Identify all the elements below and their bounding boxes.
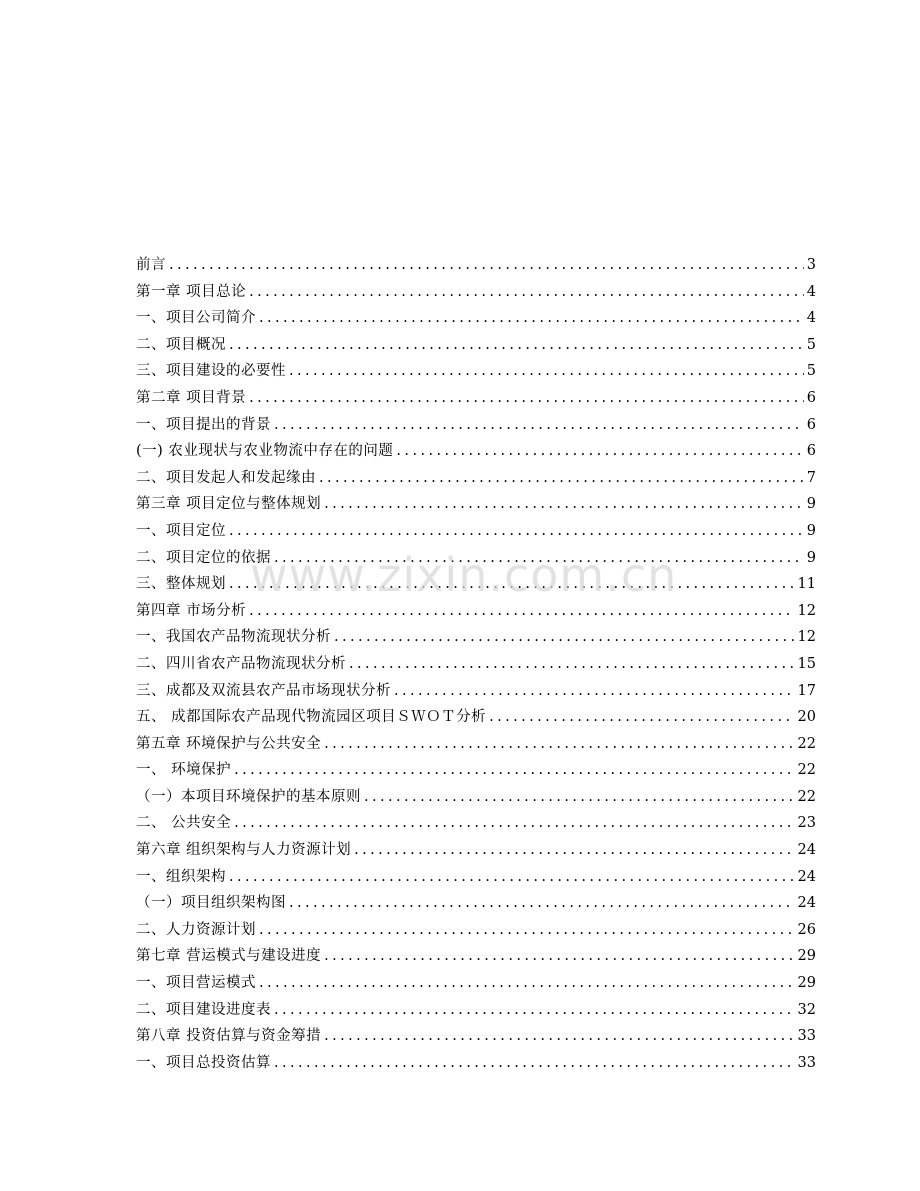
toc-entry-title: 二、项目发起人和发起缘由 — [136, 469, 316, 486]
toc-entry[interactable] — [136, 1050, 816, 1077]
toc-entry[interactable] — [136, 358, 816, 385]
toc-dot-leader — [274, 1000, 795, 1020]
toc-entry-page-number: 23 — [797, 815, 816, 832]
toc-dot-leader — [274, 548, 804, 568]
toc-entry[interactable] — [136, 784, 816, 811]
toc-entry[interactable] — [136, 970, 816, 997]
toc-entry[interactable] — [136, 385, 816, 412]
toc-entry-page-number: 6 — [806, 443, 816, 460]
toc-dot-leader — [274, 415, 804, 435]
toc-entry-page-number: 9 — [806, 549, 816, 566]
toc-dot-leader — [394, 681, 795, 701]
toc-entry-title: 一、项目公司简介 — [136, 310, 256, 327]
toc-dot-leader — [229, 867, 795, 887]
toc-entry[interactable] — [136, 1023, 816, 1050]
toc-entry-page-number: 12 — [797, 629, 816, 646]
toc-entry[interactable] — [136, 810, 816, 837]
toc-dot-leader — [229, 335, 804, 355]
toc-entry[interactable] — [136, 305, 816, 332]
toc-entry-page-number: 9 — [806, 522, 816, 539]
toc-entry-title: 第二章 项目背景 — [136, 389, 247, 406]
toc-entry[interactable] — [136, 890, 816, 917]
toc-entry-title: 一、我国农产品物流现状分析 — [136, 629, 331, 646]
toc-dot-leader — [289, 893, 795, 913]
toc-dot-leader — [489, 707, 794, 727]
toc-entry-title: 一、项目总投资估算 — [136, 1054, 271, 1071]
toc-entry-page-number: 22 — [797, 762, 816, 779]
toc-entry-title: 一、 环境保护 — [136, 762, 232, 779]
toc-entry-page-number: 9 — [806, 496, 816, 513]
toc-entry[interactable] — [136, 491, 816, 518]
toc-entry[interactable] — [136, 279, 816, 306]
toc-entry-page-number: 4 — [806, 310, 816, 327]
toc-entry-page-number: 6 — [806, 416, 816, 433]
toc-entry-title: 第三章 项目定位与整体规划 — [136, 496, 322, 513]
toc-entry-title: 第七章 营运模式与建设进度 — [136, 948, 322, 965]
toc-entry-page-number: 15 — [797, 655, 816, 672]
toc-entry-title: 五、 成都国际农产品现代物流园区项目ＳＷＯＴ分析 — [136, 709, 487, 726]
toc-entry[interactable] — [136, 997, 816, 1024]
toc-dot-leader — [324, 734, 794, 754]
toc-entry-title: 第五章 环境保护与公共安全 — [136, 735, 322, 752]
toc-dot-leader — [169, 255, 804, 275]
toc-dot-leader — [324, 1026, 794, 1046]
toc-dot-leader — [349, 654, 795, 674]
toc-entry-page-number: 7 — [806, 469, 816, 486]
toc-dot-leader — [234, 760, 794, 780]
toc-dot-leader — [249, 601, 794, 621]
toc-dot-leader — [249, 282, 804, 302]
toc-entry-page-number: 24 — [797, 842, 816, 859]
toc-entry-page-number: 26 — [797, 921, 816, 938]
toc-entry-title: 前言 — [136, 257, 166, 273]
toc-dot-leader — [354, 840, 794, 860]
toc-entry-page-number: 4 — [806, 283, 816, 300]
toc-entry-page-number: 33 — [797, 1054, 816, 1071]
toc-dot-leader — [364, 787, 795, 807]
toc-dot-leader — [334, 627, 795, 647]
toc-entry-title: (一) 农业现状与农业物流中存在的问题 — [136, 443, 394, 460]
toc-entry[interactable] — [136, 917, 816, 944]
toc-entry-title: 二、 公共安全 — [136, 815, 232, 832]
toc-entry-title: 一、项目提出的背景 — [136, 416, 271, 433]
toc-dot-leader — [274, 1053, 795, 1073]
toc-entry[interactable] — [136, 651, 816, 678]
toc-entry[interactable] — [136, 731, 816, 758]
toc-entry[interactable] — [136, 757, 816, 784]
toc-dot-leader — [234, 813, 794, 833]
toc-entry[interactable] — [136, 545, 816, 572]
toc-entry-title: 二、项目建设进度表 — [136, 1001, 271, 1018]
toc-entry-title: 一、项目营运模式 — [136, 975, 256, 992]
toc-entry-title: 三、整体规划 — [136, 576, 226, 593]
toc-entry-title: 第四章 市场分析 — [136, 602, 247, 619]
toc-entry[interactable] — [136, 943, 816, 970]
toc-entry-title: 第一章 项目总论 — [136, 283, 247, 300]
toc-dot-leader — [249, 388, 804, 408]
toc-entry[interactable] — [136, 518, 816, 545]
toc-entry-page-number: 17 — [797, 682, 816, 699]
toc-entry-title: 一、项目定位 — [136, 522, 226, 539]
toc-entry-page-number: 29 — [797, 948, 816, 965]
toc-dot-leader — [229, 521, 804, 541]
toc-entry[interactable] — [136, 837, 816, 864]
toc-entry-title: 三、成都及双流县农产品市场现状分析 — [136, 682, 391, 699]
toc-entry-page-number: 29 — [797, 975, 816, 992]
toc-entry[interactable] — [136, 678, 816, 705]
toc-entry-page-number: 22 — [797, 788, 816, 805]
toc-entry-title: 第六章 组织架构与人力资源计划 — [136, 842, 352, 859]
toc-entry-title: 第八章 投资估算与资金筹措 — [136, 1028, 322, 1045]
toc-entry-page-number: 3 — [806, 257, 816, 273]
toc-entry-page-number: 5 — [806, 336, 816, 353]
toc-dot-leader — [259, 308, 804, 328]
toc-dot-leader — [324, 494, 804, 514]
toc-entry-title: （一）本项目环境保护的基本原则 — [136, 788, 361, 805]
toc-entry[interactable] — [136, 624, 816, 651]
toc-entry-title: 三、项目建设的必要性 — [136, 363, 286, 380]
toc-entry-title: 二、项目概况 — [136, 336, 226, 353]
toc-dot-leader — [259, 920, 795, 940]
toc-dot-leader — [289, 361, 804, 381]
toc-dot-leader — [319, 468, 804, 488]
toc-entry-page-number: 12 — [797, 602, 816, 619]
toc-entry[interactable] — [136, 598, 816, 625]
watermark: www.zixin.com.cn — [250, 548, 678, 602]
toc-entry-page-number: 22 — [797, 735, 816, 752]
toc-dot-leader — [324, 946, 794, 966]
toc-entry[interactable] — [136, 571, 816, 598]
toc-entry[interactable] — [136, 465, 816, 492]
toc-entry[interactable] — [136, 252, 816, 279]
toc-entry[interactable] — [136, 332, 816, 359]
toc-entry-title: 一、组织架构 — [136, 868, 226, 885]
toc-entry-page-number: 20 — [797, 709, 816, 726]
toc-entry-page-number: 33 — [797, 1028, 816, 1045]
toc-entry-page-number: 11 — [797, 576, 816, 593]
toc-dot-leader — [259, 973, 795, 993]
toc-entry-page-number: 24 — [797, 895, 816, 912]
toc-entry[interactable] — [136, 704, 816, 731]
toc-entry[interactable] — [136, 412, 816, 439]
table-of-contents — [136, 252, 816, 1076]
toc-entry-page-number: 6 — [806, 389, 816, 406]
toc-entry[interactable] — [136, 438, 816, 465]
toc-entry-page-number: 5 — [806, 363, 816, 380]
toc-entry-title: 二、人力资源计划 — [136, 921, 256, 938]
toc-entry-title: 二、项目定位的依据 — [136, 549, 271, 566]
toc-entry-page-number: 32 — [797, 1001, 816, 1018]
toc-entry-title: （一）项目组织架构图 — [136, 895, 286, 912]
toc-dot-leader — [396, 441, 803, 461]
toc-entry-page-number: 24 — [797, 868, 816, 885]
toc-entry-title: 二、四川省农产品物流现状分析 — [136, 655, 346, 672]
toc-dot-leader — [229, 574, 795, 594]
toc-entry[interactable] — [136, 864, 816, 891]
